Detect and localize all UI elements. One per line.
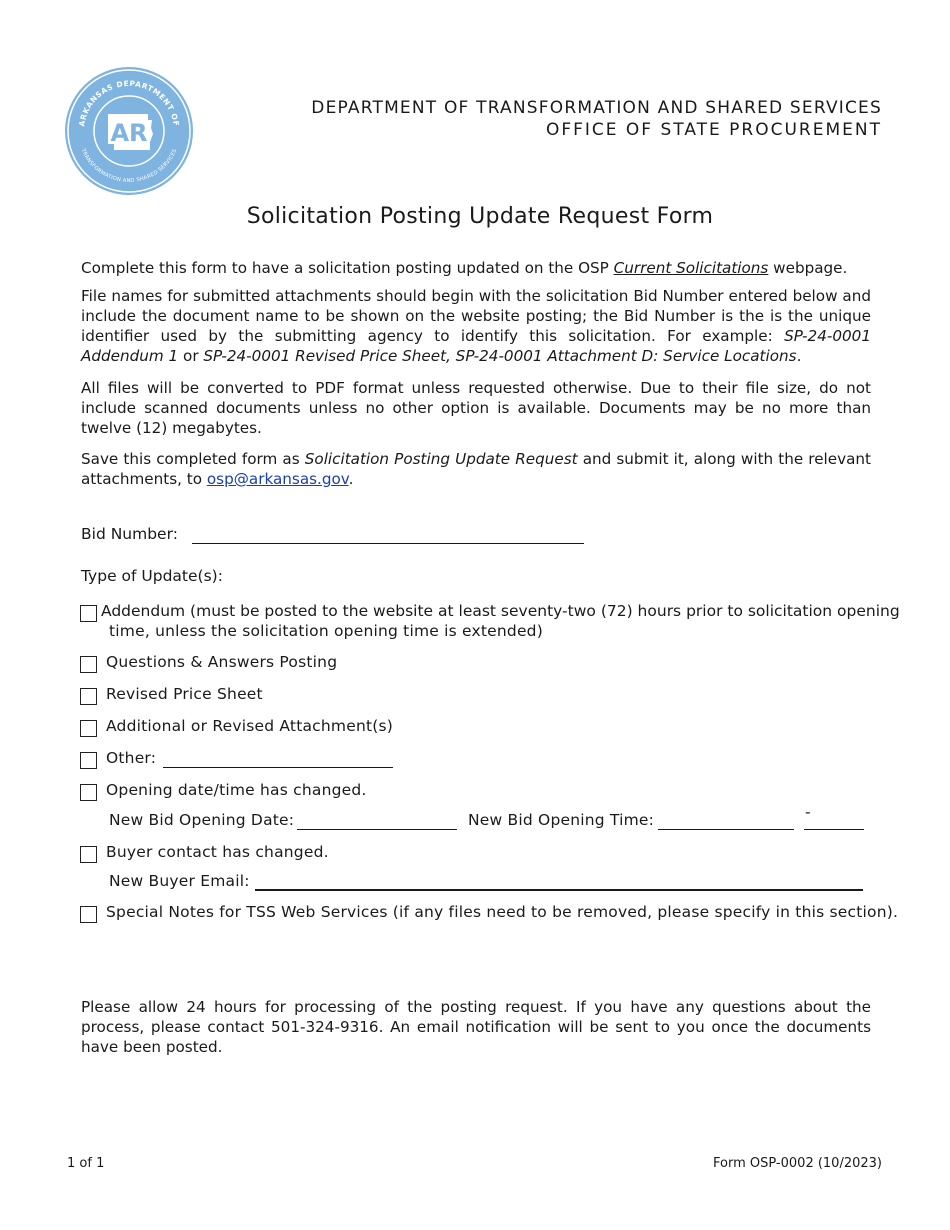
seal-ring-top-text: ARKANSAS DEPARTMENT OF (77, 78, 181, 128)
intro-text: or (178, 347, 204, 365)
addendum-label-cont: time, unless the solicitation opening time is extended) (109, 622, 543, 640)
addendum-checkbox[interactable] (80, 605, 97, 622)
other-checkbox[interactable] (80, 752, 97, 769)
bid-number-field[interactable] (192, 543, 584, 544)
intro-text: Complete this form to have a solicitation posting updated on the OSP (81, 259, 614, 277)
intro-text: and submit it, along with the relevant attachments, to (81, 450, 871, 488)
new-bid-opening-date-label: New Bid Opening Date: (109, 811, 295, 829)
intro-paragraph-4 (81, 449, 871, 489)
example-filename: SP-24-0001 Revised Price Sheet, SP-24-0001 Attachment D: Service Locations (203, 347, 797, 365)
opening-changed-checkbox[interactable] (80, 784, 97, 801)
seal-ring-bottom-text: TRANSFORMATION AND SHARED SERVICES (79, 148, 179, 185)
new-buyer-email-input[interactable] (255, 889, 863, 891)
save-as-filename: Solicitation Posting Update Request (304, 450, 578, 468)
time-ampm-input[interactable] (804, 829, 864, 830)
revised-price-sheet-checkbox[interactable] (80, 688, 97, 705)
new-bid-opening-time-label: New Bid Opening Time: (468, 811, 655, 829)
intro-text: . (796, 347, 802, 365)
department-name: DEPARTMENT OF TRANSFORMATION AND SHARED SERVICES (311, 98, 882, 118)
qa-posting-checkbox[interactable] (80, 656, 97, 673)
page-number: 1 of 1 (67, 1156, 105, 1171)
arkansas-dtss-seal (64, 66, 194, 196)
intro-text: Save this completed form as (81, 450, 305, 468)
intro-paragraph-3: All files will be converted to PDF format unless requested otherwise. Due to their file size, do not include scanned documents unless no other option is available. Documents may be no more than twelve (12) megabytes. (81, 379, 871, 437)
revised-price-sheet-label: Revised Price Sheet (106, 685, 263, 703)
buyer-changed-checkbox[interactable] (80, 846, 97, 863)
special-notes-label: Special Notes for TSS Web Services (if any files need to be removed, please specify in this section). (106, 903, 899, 921)
form-id: Form OSP-0002 (10/2023) (713, 1156, 882, 1171)
new-bid-opening-time-input[interactable] (658, 829, 794, 830)
office-name: OFFICE OF STATE PROCUREMENT (545, 120, 882, 140)
closing-paragraph: Please allow 24 hours for processing of the posting request. If you have any questions about the process, please contact 501-324-9316. An email notification will be sent to you once the documents have been posted. (81, 998, 871, 1056)
intro-text: . (348, 470, 354, 488)
seal-center-text: AR (110, 119, 148, 147)
intro-paragraph-2 (81, 286, 871, 366)
other-input[interactable] (163, 767, 393, 768)
other-label: Other: (106, 749, 157, 767)
qa-posting-label: Questions & Answers Posting (106, 653, 338, 671)
buyer-changed-label: Buyer contact has changed. (106, 843, 329, 861)
new-buyer-email-label: New Buyer Email: (109, 872, 250, 890)
current-solicitations-link[interactable]: Current Solicitations (613, 259, 769, 277)
attachments-label: Additional or Revised Attachment(s) (106, 717, 394, 735)
page-title: Solicitation Posting Update Request Form (246, 204, 714, 229)
intro-paragraph-1 (81, 258, 871, 278)
example-filename: SP-24-0001 Addendum 1 (81, 327, 871, 365)
bid-number-label: Bid Number: (81, 525, 178, 543)
time-ampm-separator: - (805, 803, 811, 821)
osp-email-link[interactable]: osp@arkansas.gov (206, 470, 349, 488)
intro-text: webpage. (768, 259, 848, 277)
new-bid-opening-date-input[interactable] (297, 829, 457, 830)
attachments-checkbox[interactable] (80, 720, 97, 737)
addendum-label: Addendum (must be posted to the website at least seventy-two (72) hours prior to solicitation opening (101, 602, 900, 620)
special-notes-checkbox[interactable] (80, 906, 97, 923)
opening-changed-label: Opening date/time has changed. (106, 781, 367, 799)
type-of-update-label: Type of Update(s): (81, 567, 223, 585)
intro-text: File names for submitted attachments should begin with the solicitation Bid Number entered below and include the document name to be shown on the website posting; the Bid Number is the is the unique identifier used by the submitting agency to identify this solicitation. For example: (81, 287, 871, 345)
